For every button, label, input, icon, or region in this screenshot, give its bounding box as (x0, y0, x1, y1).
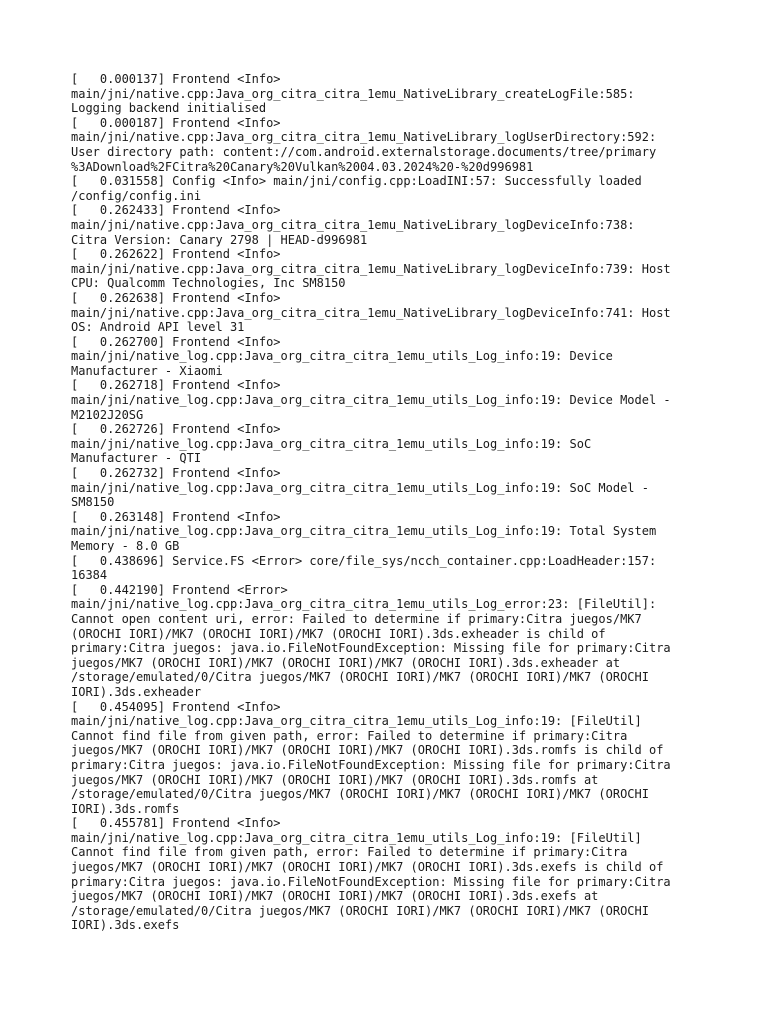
log-line: User directory path: content://com.android.externalstorage.documents/tree/primary (71, 144, 657, 159)
log-line: primary:Citra juegos: java.io.FileNotFoundException: Missing file for primary:Citra (71, 757, 671, 772)
log-line: juegos/MK7 (OROCHI IORI)/MK7 (OROCHI IORI)/MK7 (OROCHI IORI).3ds.exefs at (71, 889, 599, 904)
log-line: Manufacturer - QTI (71, 451, 202, 466)
log-line: main/jni/native.cpp:Java_org_citra_citra_1emu_NativeLibrary_logDeviceInfo:738: (71, 217, 635, 232)
log-line: main/jni/native_log.cpp:Java_org_citra_citra_1emu_utils_Log_info:19: Device (71, 349, 613, 364)
log-line: Cannot find file from given path, error: Failed to determine if primary:Citra (71, 728, 628, 743)
log-line: [ 0.262622] Frontend <Info> (71, 247, 281, 262)
log-line: main/jni/native_log.cpp:Java_org_citra_citra_1emu_utils_Log_info:19: [FileUtil] (71, 830, 642, 845)
log-line: primary:Citra juegos: java.io.FileNotFoundException: Missing file for primary:Citra (71, 874, 671, 889)
log-line: main/jni/native_log.cpp:Java_org_citra_citra_1emu_utils_Log_info:19: Total System (71, 524, 657, 539)
log-line: main/jni/native_log.cpp:Java_org_citra_citra_1emu_utils_Log_info:19: [FileUtil] (71, 714, 642, 729)
log-line: %3ADownload%2FCitra%20Canary%20Vulkan%2004.03.2024%20-%20d996981 (71, 159, 534, 174)
log-line: Manufacturer - Xiaomi (71, 363, 223, 378)
log-line: [ 0.000137] Frontend <Info> (71, 72, 281, 86)
log-line: IORI).3ds.romfs (71, 801, 180, 816)
log-line: main/jni/native_log.cpp:Java_org_citra_citra_1emu_utils_Log_info:19: SoC (71, 436, 592, 451)
log-line: OS: Android API level 31 (71, 320, 245, 335)
log-line: Cannot find file from given path, error: Failed to determine if primary:Citra (71, 845, 628, 860)
log-line: [ 0.455781] Frontend <Info> (71, 816, 281, 831)
log-line: primary:Citra juegos: java.io.FileNotFoundException: Missing file for primary:Citra (71, 641, 671, 656)
log-line: [ 0.262433] Frontend <Info> (71, 203, 281, 218)
log-line: [ 0.262638] Frontend <Info> (71, 290, 281, 305)
log-line: IORI).3ds.exheader (71, 684, 202, 699)
log-line: /config/config.ini (71, 188, 202, 203)
log-line: [ 0.438696] Service.FS <Error> core/file_sys/ncch_container.cpp:LoadHeader:157: (71, 553, 657, 568)
log-line: (OROCHI IORI)/MK7 (OROCHI IORI)/MK7 (OROCHI IORI).3ds.exheader is child of (71, 626, 606, 641)
log-line: [ 0.031558] Config <Info> main/jni/config.cpp:LoadINI:57: Successfully loaded (71, 174, 642, 189)
log-text-block (71, 72, 711, 933)
log-line: IORI).3ds.exefs (71, 918, 180, 933)
log-line: M2102J20SG (71, 407, 144, 422)
log-line: /storage/emulated/0/Citra juegos/MK7 (OROCHI IORI)/MK7 (OROCHI IORI)/MK7 (OROCHI (71, 903, 649, 918)
log-line: [ 0.262700] Frontend <Info> (71, 334, 281, 349)
log-line: [ 0.262718] Frontend <Info> (71, 378, 281, 393)
log-line: juegos/MK7 (OROCHI IORI)/MK7 (OROCHI IORI)/MK7 (OROCHI IORI).3ds.romfs at (71, 772, 599, 787)
log-line: main/jni/native.cpp:Java_org_citra_citra_1emu_NativeLibrary_logDeviceInfo:739: Host (71, 261, 671, 276)
log-line: /storage/emulated/0/Citra juegos/MK7 (OROCHI IORI)/MK7 (OROCHI IORI)/MK7 (OROCHI (71, 670, 649, 685)
log-line: Cannot open content uri, error: Failed to determine if primary:Citra juegos/MK7 (71, 611, 642, 626)
log-line: CPU: Qualcomm Technologies, Inc SM8150 (71, 276, 346, 291)
log-line: [ 0.454095] Frontend <Info> (71, 699, 281, 714)
log-line: main/jni/native_log.cpp:Java_org_citra_citra_1emu_utils_Log_info:19: SoC Model - (71, 480, 649, 495)
log-line: [ 0.263148] Frontend <Info> (71, 509, 281, 524)
log-line: /storage/emulated/0/Citra juegos/MK7 (OROCHI IORI)/MK7 (OROCHI IORI)/MK7 (OROCHI (71, 787, 649, 802)
log-line: Memory - 8.0 GB (71, 539, 180, 553)
log-line: [ 0.000187] Frontend <Info> (71, 115, 281, 130)
log-line: [ 0.262726] Frontend <Info> (71, 422, 281, 437)
log-line: juegos/MK7 (OROCHI IORI)/MK7 (OROCHI IORI)/MK7 (OROCHI IORI).3ds.romfs is child of (71, 743, 664, 758)
log-line: juegos/MK7 (OROCHI IORI)/MK7 (OROCHI IORI)/MK7 (OROCHI IORI).3ds.exefs is child of (71, 860, 664, 875)
log-line: main/jni/native.cpp:Java_org_citra_citra_1emu_NativeLibrary_logDeviceInfo:741: Host (71, 305, 671, 320)
log-line: main/jni/native_log.cpp:Java_org_citra_citra_1emu_utils_Log_info:19: Device Model - (71, 393, 671, 408)
log-line: main/jni/native_log.cpp:Java_org_citra_citra_1emu_utils_Log_error:23: [FileUtil]: (71, 597, 657, 612)
log-line: 16384 (71, 568, 108, 583)
log-line: [ 0.442190] Frontend <Error> (71, 582, 288, 597)
log-line: Citra Version: Canary 2798 | HEAD-d996981 (71, 232, 368, 247)
log-line: main/jni/native.cpp:Java_org_citra_citra_1emu_NativeLibrary_logUserDirectory:592: (71, 130, 657, 145)
log-line: main/jni/native.cpp:Java_org_citra_citra_1emu_NativeLibrary_createLogFile:585: (71, 86, 635, 101)
log-line: juegos/MK7 (OROCHI IORI)/MK7 (OROCHI IORI)/MK7 (OROCHI IORI).3ds.exheader at (71, 655, 621, 670)
log-line: Logging backend initialised (71, 101, 267, 116)
log-line: SM8150 (71, 495, 115, 510)
log-line: [ 0.262732] Frontend <Info> (71, 466, 281, 481)
